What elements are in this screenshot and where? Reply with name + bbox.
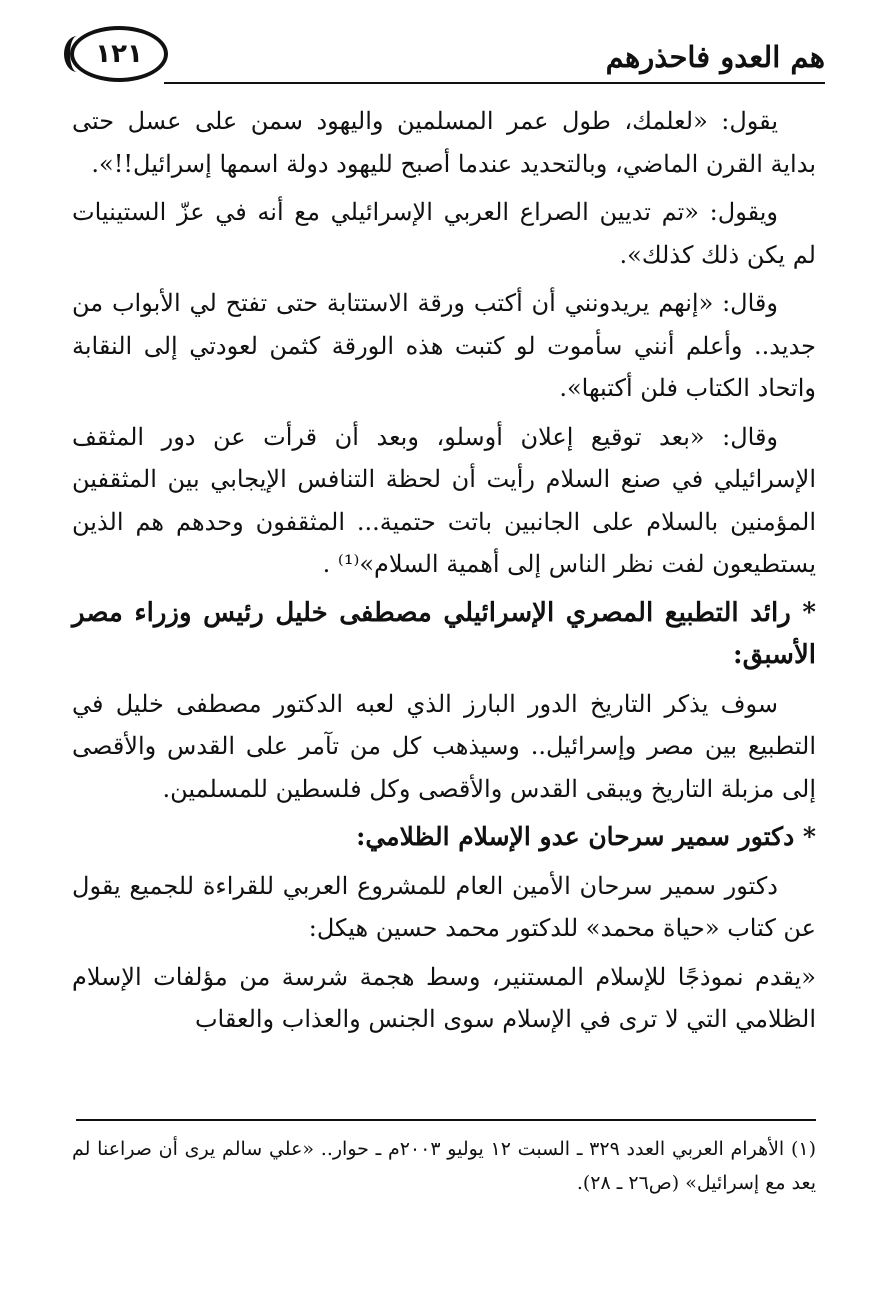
quote-paragraph: «يقدم نموذجًا للإسلام المستنير، وسط هجمة شرسة من مؤلفات الإسلام الظلامي التي لا ترى في الإسلام سوى الجنس والعذاب والعقاب — [72, 962, 816, 1033]
footnote-rule — [76, 1119, 816, 1121]
running-title: هم العدو فاحذرهم — [605, 40, 825, 74]
footnote-text: (١) الأهرام العربي العدد ٣٢٩ ـ السبت ١٢ يوليو ٢٠٠٣م ـ حوار.. «علي سالم يرى أن صراعنا لم يعد مع إسرائيل» (ص٢٦ ـ ٢٨). — [72, 1138, 817, 1194]
page-number-badge — [70, 26, 168, 82]
header-rule — [230, 82, 825, 84]
page-header — [70, 22, 825, 84]
paragraph: سوف يذكر التاريخ الدور البارز الذي لعبه الدكتور مصطفى خليل في التطبيع بين مصر وإسرائيل.. وسيذهب كل من تآمر على القدس والأقصى إلى مزبلة التاريخ ويبقى القدس والأقصى وكل فلسطين للمسلمين. — [72, 689, 816, 803]
section-heading: * دكتور سمير سرحان عدو الإسلام الظلامي: — [356, 822, 816, 851]
paragraph: وقال: «إنهم يريدونني أن أكتب ورقة الاستتابة حتى تفتح لي الأبواب من جديد.. وأعلم أنني سأموت لو كتبت هذه الورقة كثمن لعودتي إلى النقابة واتحاد الكتاب فلن أكتبها». — [72, 289, 816, 402]
body-text — [72, 100, 816, 1047]
section-heading: * رائد التطبيع المصري الإسرائيلي مصطفى خليل رئيس وزراء مصر الأسبق: — [72, 597, 816, 670]
paragraph: يقول: «لعلمك، طول عمر المسلمين واليهود سمن على عسل حتى بداية القرن الماضي، وبالتحديد عندما أصبح لليهود دولة اسمها إسرائيل!!». — [72, 107, 816, 178]
footnote — [72, 1132, 816, 1200]
paragraph: ويقول: «تم تديين الصراع العربي الإسرائيلي مع أنه في عزّ الستينيات لم يكن ذلك كذلك». — [72, 198, 816, 269]
paragraph: دكتور سمير سرحان الأمين العام للمشروع العربي للقراءة للجميع يقول عن كتاب «حياة محمد» للدكتور محمد حسين هيكل: — [72, 871, 816, 942]
header-rule-left — [164, 82, 230, 84]
page-number: ١٢١ — [95, 39, 143, 69]
paragraph: وقال: «بعد توقيع إعلان أوسلو، وبعد أن قرأت عن دور المثقف الإسرائيلي في صنع السلام رأيت أن لحظة التنافس الإيجابي بين المثقفين المؤمنين بالسلام على الجانبين باتت حتمية... المثقفون وحدهم هم الذين يستطيعون لفت نظر الناس إلى أهمية السلام»⁽¹⁾ . — [72, 422, 816, 578]
